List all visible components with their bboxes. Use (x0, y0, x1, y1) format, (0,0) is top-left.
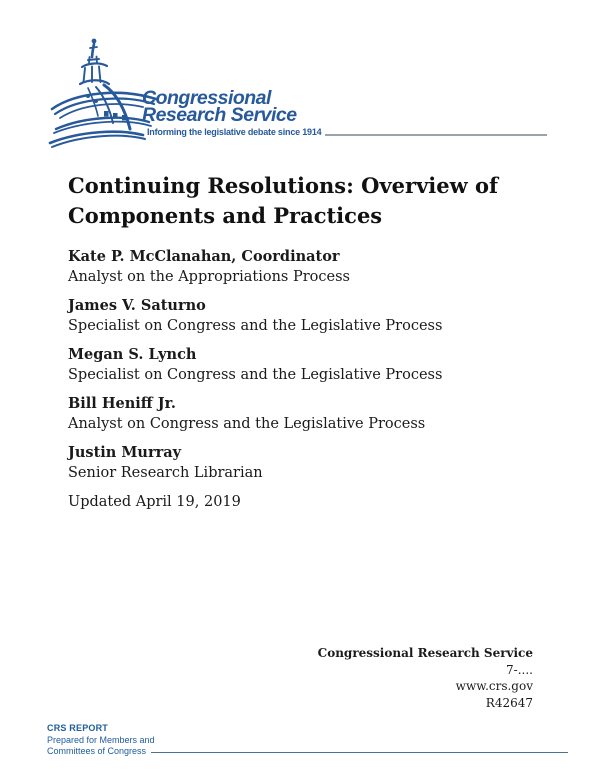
header-rule (325, 134, 547, 136)
logo-org-line1: Congressional (142, 87, 271, 109)
report-number: R42647 (485, 695, 533, 710)
logo-org-line2: Research Service (142, 104, 297, 126)
crs-logo-wordmark (142, 87, 547, 137)
footer-phone: 7-.... (506, 662, 533, 677)
author-block (68, 247, 548, 287)
updated-date: Updated April 19, 2019 (68, 494, 241, 510)
footer-right-block (318, 645, 533, 711)
footer-rule (151, 752, 568, 754)
committees-line: Committees of Congress (47, 746, 147, 756)
logo-tagline: Informing the legislative debate since 1914 (147, 127, 322, 137)
author-role: Specialist on Congress and the Legislative Process (68, 318, 443, 334)
author-name: James V. Saturno (68, 297, 206, 314)
author-role: Analyst on the Appropriations Process (68, 269, 350, 285)
footer-website-link[interactable]: www.crs.gov (455, 679, 533, 693)
crs-report-label: CRS REPORT (47, 723, 109, 733)
author-name: Bill Heniff Jr. (68, 395, 176, 412)
author-block (68, 394, 548, 434)
report-title: Continuing Resolutions: Overview of Components and Practices (68, 173, 499, 228)
author-block (68, 296, 548, 336)
author-role: Senior Research Librarian (68, 465, 263, 481)
author-name: Justin Murray (68, 444, 182, 461)
footer-left-block (47, 723, 568, 758)
author-block (68, 345, 548, 385)
author-block (68, 443, 548, 483)
author-name: Megan S. Lynch (68, 346, 197, 363)
footer-org-name: Congressional Research Service (317, 646, 533, 660)
authors-section (68, 247, 548, 512)
prepared-for-line: Prepared for Members and (47, 734, 155, 745)
author-role: Specialist on Congress and the Legislative Process (68, 367, 443, 383)
author-name: Kate P. McClanahan, Coordinator (68, 248, 340, 265)
author-role: Analyst on Congress and the Legislative Process (68, 416, 426, 432)
